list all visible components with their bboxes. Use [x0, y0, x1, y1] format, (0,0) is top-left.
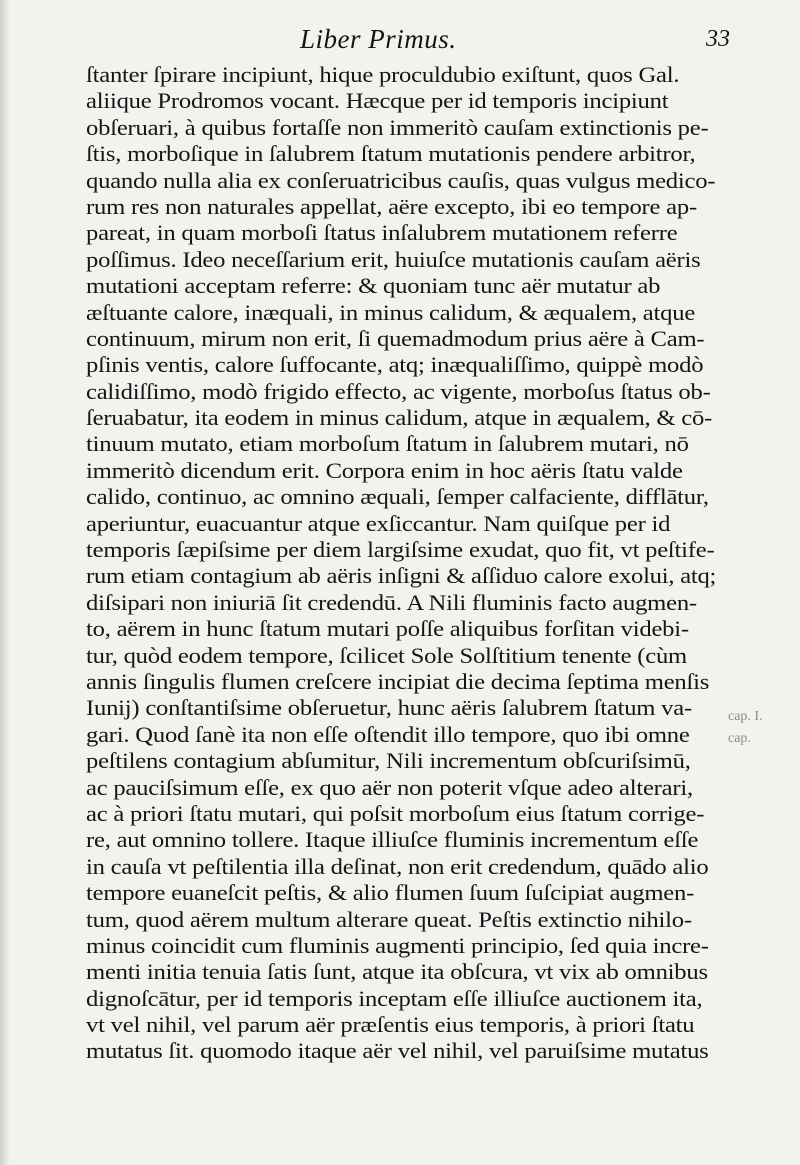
margin-notes — [728, 706, 800, 750]
margin-note: cap. — [728, 731, 751, 746]
text-line: ac pauciſsimum eſſe, ex quo aër non poterit vſque adeo alterari, — [86, 774, 693, 800]
margin-note: cap. I. — [728, 709, 763, 724]
text-line: temporis ſæpiſsime per diem largiſsime exudat, quo fit, vt peſtife- — [86, 537, 715, 563]
body-text — [86, 62, 716, 1065]
text-line: ſtis, morboſique in ſalubrem ſtatum mutationis pendere arbitror, — [86, 141, 696, 167]
text-line: pareat, in quam morboſi ſtatus inſalubrem mutationem referre — [86, 220, 678, 246]
text-line: quando nulla alia ex conſeruatricibus cauſis, quas vulgus medico- — [86, 167, 716, 193]
running-head: Liber Primus. — [300, 24, 457, 54]
text-line: rum res non naturales appellat, aëre excepto, ibi eo tempore ap- — [86, 193, 697, 219]
text-line: calido, continuo, ac omnino æquali, ſemper calfaciente, difflātur, — [86, 484, 709, 510]
text-line: tinuum mutato, etiam morboſum ſtatum in ſalubrem mutari, nō — [86, 431, 689, 457]
text-line: annis ſingulis flumen creſcere incipiat die decima ſeptima menſis — [86, 668, 710, 694]
text-line: ac à priori ſtatu mutari, qui poſsit morboſum eius ſtatum corrige- — [86, 800, 705, 826]
text-line: obſeruari, à quibus fortaſſe non immeritò cauſam extinctionis pe- — [86, 114, 709, 140]
page-header — [0, 20, 800, 60]
text-line: menti initia tenuia ſatis ſunt, atque ita obſcura, vt vix ab omnibus — [86, 959, 708, 985]
text-line: gari. Quod ſanè ita non eſſe oſtendit illo tempore, quo ibi omne — [86, 721, 690, 747]
text-line: mutationi acceptam referre: & quoniam tunc aër mutatur ab — [86, 273, 661, 299]
text-line: Iunij) conſtantiſsime obſeruetur, hunc aëris ſalubrem ſtatum va- — [86, 695, 692, 721]
text-line: continuum, mirum non erit, ſi quemadmodum prius aëre à Cam- — [86, 325, 705, 351]
text-line: to, aërem in hunc ſtatum mutari poſſe aliquibus forſitan videbi- — [86, 616, 689, 642]
text-line: vt vel nihil, vel parum aër præſentis eius temporis, à priori ſtatu — [86, 1012, 695, 1038]
text-line: dignoſcātur, per id temporis inceptam eſſe illiuſce auctionem ita, — [86, 985, 703, 1011]
page-number: 33 — [706, 26, 730, 52]
text-line: immeritò dicendum erit. Corpora enim in hoc aëris ſtatu valde — [86, 457, 683, 483]
text-line: aliique Prodromos vocant. Hæcque per id temporis incipiunt — [86, 88, 669, 114]
text-line: pſinis ventis, calore ſuffocante, atq; inæqualiſſimo, quippè modò — [86, 352, 704, 378]
text-line: minus coincidit cum fluminis augmenti principio, ſed quia incre- — [86, 932, 709, 958]
text-line: peſtilens contagium abſumitur, Nili incrementum obſcuriſsimū, — [86, 748, 691, 774]
text-line: tum, quod aërem multum alterare queat. Peſtis extinctio nihilo- — [86, 906, 692, 932]
text-line: poſſimus. Ideo neceſſarium erit, huiuſce mutationis cauſam aëris — [86, 246, 701, 272]
text-line: calidiſſimo, modò frigido effecto, ac vigente, morboſus ſtatus ob- — [86, 378, 711, 404]
text-line: tempore euaneſcit peſtis, & alio flumen ſuum ſuſcipiat augmen- — [86, 880, 695, 906]
text-line: re, aut omnino tollere. Itaque illiuſce fluminis incrementum eſſe — [86, 827, 699, 853]
text-line: rum etiam contagium ab aëris inſigni & aſſiduo calore exolui, atq; — [86, 563, 717, 589]
text-line: aperiuntur, euacuantur atque exſiccantur. Nam quiſque per id — [86, 510, 671, 536]
text-line: tur, quòd eodem tempore, ſcilicet Sole Solſtitium tenente (cùm — [86, 642, 687, 668]
text-line: in cauſa vt peſtilentia illa deſinat, non erit credendum, quādo alio — [86, 853, 709, 879]
text-line: diſsipari non iniuriā ſit credendū. A Nili fluminis facto augmen- — [86, 589, 697, 615]
text-line: ſtanter ſpirare incipiunt, hique proculdubio exiſtunt, quos Gal. — [86, 62, 680, 87]
page-edge-shadow — [0, 0, 10, 1165]
text-line: æſtuante calore, inæquali, in minus calidum, & æqualem, atque — [86, 299, 696, 325]
text-line: ſeruabatur, ita eodem in minus calidum, atque in æqualem, & cō- — [86, 405, 713, 431]
text-line: mutatus ſit. quomodo itaque aër vel nihil, vel paruiſsime mutatus — [86, 1038, 709, 1064]
